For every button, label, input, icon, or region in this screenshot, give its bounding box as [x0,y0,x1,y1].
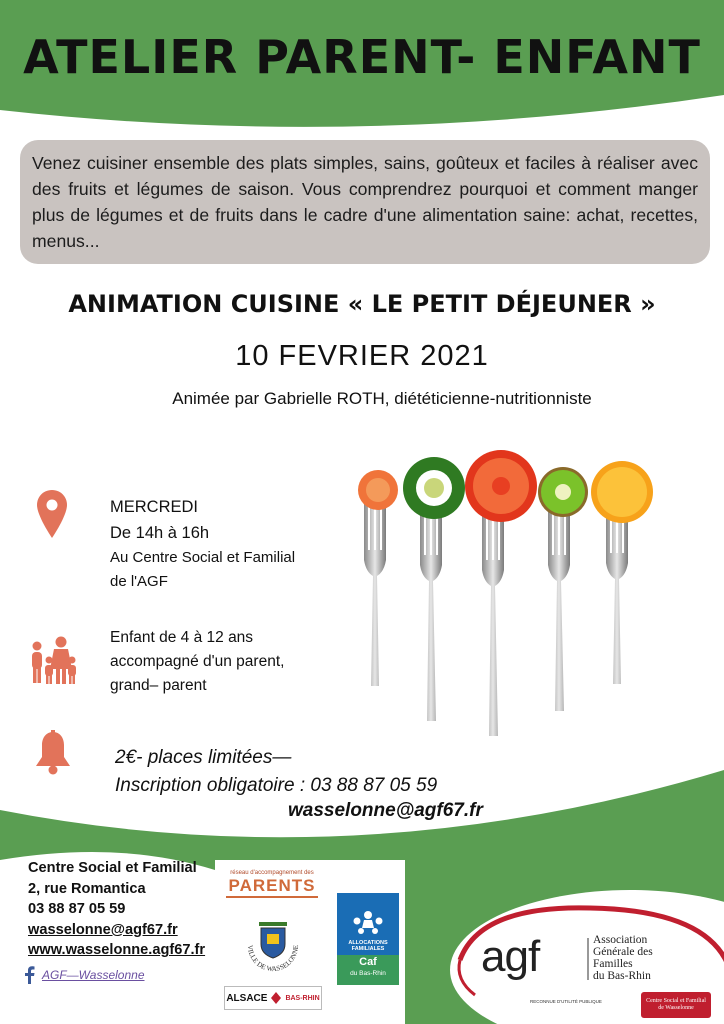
contact-email-link[interactable]: wasselonne@agf67.fr [28,921,178,938]
agf-assoc-2: Générale des [593,946,653,958]
event-date: 10 FEVRIER 2021 [235,340,489,372]
event-animator: Animée par Gabrielle ROTH, diététicienne-nutritionniste [172,389,592,408]
caf-logo [337,893,399,985]
ville-logo-text: VILLE DE WASSELONNE [245,944,301,974]
parents-logo-big: PARENTS [226,876,318,898]
audience-line-1: Enfant de 4 à 12 ans [110,629,254,646]
parents-logo [226,870,318,898]
agf-assoc-1: Association [593,934,648,946]
family-icon [27,634,79,686]
phone-line: Inscription obligatoire : 03 88 87 05 59 [115,775,438,796]
ville-wasselonne-crest-logo [240,912,306,978]
alsace-text: ALSACE [226,992,268,1004]
agf-badge [641,992,711,1018]
audience-line-3: grand– parent [110,677,207,694]
alsace-basrhin-logo [224,986,322,1010]
info-place-2: de l'AGF [110,573,168,590]
forks-vegetables-image [350,440,670,740]
location-info [110,494,295,594]
page-title: ATELIER PARENT- ENFANT [23,30,701,84]
bell-icon [33,730,73,776]
price-line: 2€- places limitées— [115,747,292,768]
intro-text: Venez cuisiner ensemble des plats simples, sains, goûteux et faciles à réaliser avec des fruits et légumes de saison. Vous comprendrez pourquoi et comment manger plus de légumes et de fruits dans le cadre d'une alimentation saine: achat, recettes, menus... [32,153,698,251]
info-place-1: Au Centre Social et Familial [110,549,296,566]
agf-assoc-4: du Bas-Rhin [593,970,651,982]
audience-info [110,626,284,698]
agf-association-name [593,934,653,982]
alsace-mark-icon [271,992,281,1004]
contact-phone: 03 88 87 05 59 [28,901,126,918]
contact-name: Centre Social et Familial [28,860,197,876]
parents-logo-small: réseau d'accompagnement des [230,870,314,876]
intro-box [20,140,710,264]
caf-line-2: FAMILIALES [351,946,385,952]
audience-line-2: accompagné d'un parent, [110,653,285,670]
location-pin-icon [36,489,68,539]
caf-name: Caf [359,956,377,968]
info-day: MERCREDI [110,498,199,516]
facebook-link[interactable] [22,966,145,984]
agf-badge-2: de Wasselonne [658,1005,694,1011]
basrhin-text: BAS-RHIN [285,994,320,1002]
agf-assoc-3: Familles [593,958,633,970]
contact-website-link[interactable]: www.wasselonne.agf67.fr [28,942,206,959]
contact-street: 2, rue Romantica [28,880,146,897]
agf-tagline: RECONNUE D'UTILITÉ PUBLIQUE [530,999,602,1004]
event-subtitle: ANIMATION CUISINE « LE PETIT DÉJEUNER » [68,290,656,318]
facebook-label: AGF—Wasselonne [42,968,145,982]
agf-logo-text: agf [481,932,540,981]
contact-block [28,858,205,961]
registration-email[interactable]: wasselonne@agf67.fr [288,800,483,821]
caf-line-1: ALLOCATIONS [348,940,388,946]
info-hours: De 14h à 16h [110,524,210,542]
caf-people-icon [348,910,388,940]
registration-info [115,744,437,800]
agf-badge-1: Centre Social et Familial [646,998,706,1004]
caf-region: du Bas-Rhin [350,970,386,977]
facebook-icon [22,966,36,984]
